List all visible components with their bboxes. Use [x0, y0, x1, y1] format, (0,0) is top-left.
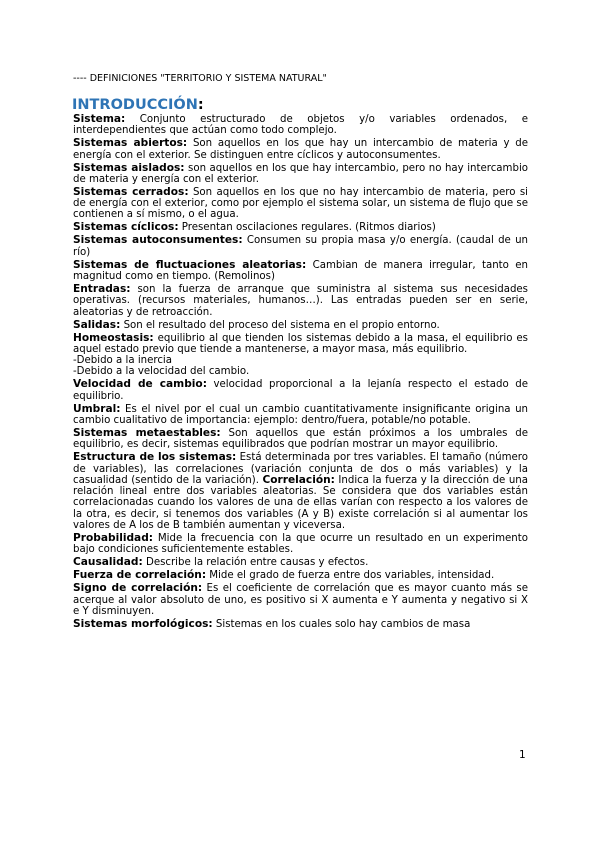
definition-text: Indica la fuerza y la dirección de una relación lineal entre dos variables aleatorias. Se considera que dos variables están correlacionadas cuando los valores de una de ellas varían con respecto a los valores de la otra, es decir, si tenemos dos variables (A y B) existe correlación si al aumentar los valores de A los de B también aumentan y viceversa. — [73, 474, 528, 532]
definition-paragraph — [73, 222, 528, 233]
definition-text: Son aquellos en los que no hay intercambio de materia, pero si de energía con el exterior, como por ejemplo el sistema solar, un sistema de flujo que se contienen a sí mismo, o el agua. — [73, 186, 528, 221]
definition-term: Probabilidad: — [73, 532, 154, 545]
definition-paragraph — [73, 570, 528, 581]
definition-text: Mide la frecuencia con la que ocurre un resultado en un experimento bajo condiciones suficientemente estables. — [73, 533, 528, 556]
definition-text: Mide el grado de fuerza entre dos variables, intensidad. — [206, 570, 495, 582]
definition-paragraph — [73, 452, 528, 531]
definition-text: equilibrio al que tienden los sistemas debido a la masa, el equilibrio es aquel estado previo que tiende a mantenerse, a mayor masa, más equilibrio. — [73, 332, 528, 355]
definition-term: Homeostasis: — [73, 331, 154, 344]
definition-term: Umbral: — [73, 402, 121, 415]
document-body — [73, 114, 528, 632]
definition-term: Sistema: — [73, 113, 126, 125]
definition-text: son aquellos en los que hay intercambio, pero no hay intercambio de materia y energía con el exterior. — [73, 162, 529, 185]
definition-paragraph — [73, 284, 528, 318]
definition-paragraph — [73, 260, 528, 283]
definition-text: Es el coeficiente de correlación que es mayor cuanto más se acerque al valor absoluto de uno, es positivo si X aumenta e Y aumenta y negativo si X e Y disminuyen. — [73, 583, 528, 617]
definition-paragraph — [73, 533, 528, 556]
definition-text: Son aquellos que están próximos a los umbrales de equilibrio, es decir, sistemas equilibrados que podrían mostrar un mayor equilibrio. — [73, 427, 529, 451]
definition-text: Es el nivel por el cual un cambio cuantitativamente insignificante origina un cambio cualitativo de importancia: ejemplo: dentro/fuera, potable/no potable. — [73, 403, 528, 426]
list-line: -Debido a la inercia — [73, 355, 173, 367]
definition-text: Son el resultado del proceso del sistema en el propio entorno. — [120, 319, 440, 331]
page-number: 1 — [519, 749, 526, 761]
definition-term: Salidas: — [73, 318, 121, 331]
definition-text: Consumen su propia masa y/o energía. (caudal de un río) — [73, 235, 528, 258]
definition-text: son la fuerza de arranque que suministra al sistema sus necesidades operativas. (recursos materiales, humanos…). Las entradas pueden ser en serie, aleatorias y de retroacción. — [73, 283, 528, 318]
definition-text: Sistemas en los cuales solo hay cambios de masa — [212, 618, 471, 630]
definition-text: Cambian de manera irregular, tanto en magnitud como en tiempo. (Remolinos) — [73, 259, 529, 282]
section-title-text: INTRODUCCIÓN — [72, 97, 198, 113]
section-title — [72, 97, 204, 113]
section-title-colon: : — [197, 97, 204, 113]
definition-term: Entradas: — [73, 282, 131, 295]
list-line: -Debido a la velocidad del cambio. — [73, 366, 250, 378]
definition-paragraph — [73, 138, 528, 161]
definition-text: Son aquellos en los que hay un intercambio de materia y de energía con el exterior. Se distinguen entre cíclicos y autoconsumentes. — [73, 138, 528, 161]
definition-term: Sistemas abiertos: — [73, 137, 188, 150]
definition-paragraph — [73, 187, 528, 221]
definition-paragraph — [73, 163, 528, 186]
definition-term: Sistemas cíclicos: — [73, 221, 179, 234]
definition-text: Conjunto estructurado de objetos y/o variables ordenados, e interdependientes que actúan como todo complejo. — [73, 114, 528, 137]
definition-term: Fuerza de correlación: — [73, 569, 207, 582]
definition-text: velocidad proporcional a la lejanía respecto el estado de equilibrio. — [73, 379, 528, 402]
definition-term: Correlación: — [262, 473, 335, 486]
definition-text: Está determinada por tres variables. El tamaño (número de variables), las correlaciones (variación conjunta de dos o más variables) y la casualidad (sentido de la variación). — [73, 452, 528, 486]
definition-paragraph — [73, 235, 528, 258]
definition-paragraph — [73, 379, 528, 402]
definition-paragraph — [73, 114, 528, 137]
definition-paragraph — [73, 557, 528, 568]
definition-paragraph — [73, 583, 528, 617]
definition-term: Sistemas de fluctuaciones aleatorias: — [73, 258, 307, 271]
definition-paragraph — [73, 320, 528, 331]
definition-paragraph — [73, 333, 528, 356]
definition-text: Describe la relación entre causas y efectos. — [142, 557, 369, 569]
definition-term: Signo de correlación: — [73, 582, 203, 595]
definition-term: Sistemas metaestables: — [73, 426, 221, 439]
definition-term: Estructura de los sistemas: — [73, 451, 237, 464]
definition-term: Causalidad: — [73, 556, 143, 569]
definition-text: Presentan oscilaciones regulares. (Ritmos diarios) — [178, 222, 436, 234]
definition-term: Sistemas autoconsumentes: — [73, 234, 243, 247]
definition-term: Sistemas aislados: — [73, 161, 185, 174]
definition-paragraph — [73, 404, 528, 427]
definition-paragraph — [73, 619, 528, 630]
definition-paragraph — [73, 428, 528, 451]
definition-term: Sistemas morfológicos: — [73, 617, 213, 630]
definition-term: Sistemas cerrados: — [73, 185, 189, 198]
definition-term: Velocidad de cambio: — [73, 378, 207, 391]
document-header: ---- DEFINICIONES "TERRITORIO Y SISTEMA NATURAL" — [73, 73, 327, 84]
